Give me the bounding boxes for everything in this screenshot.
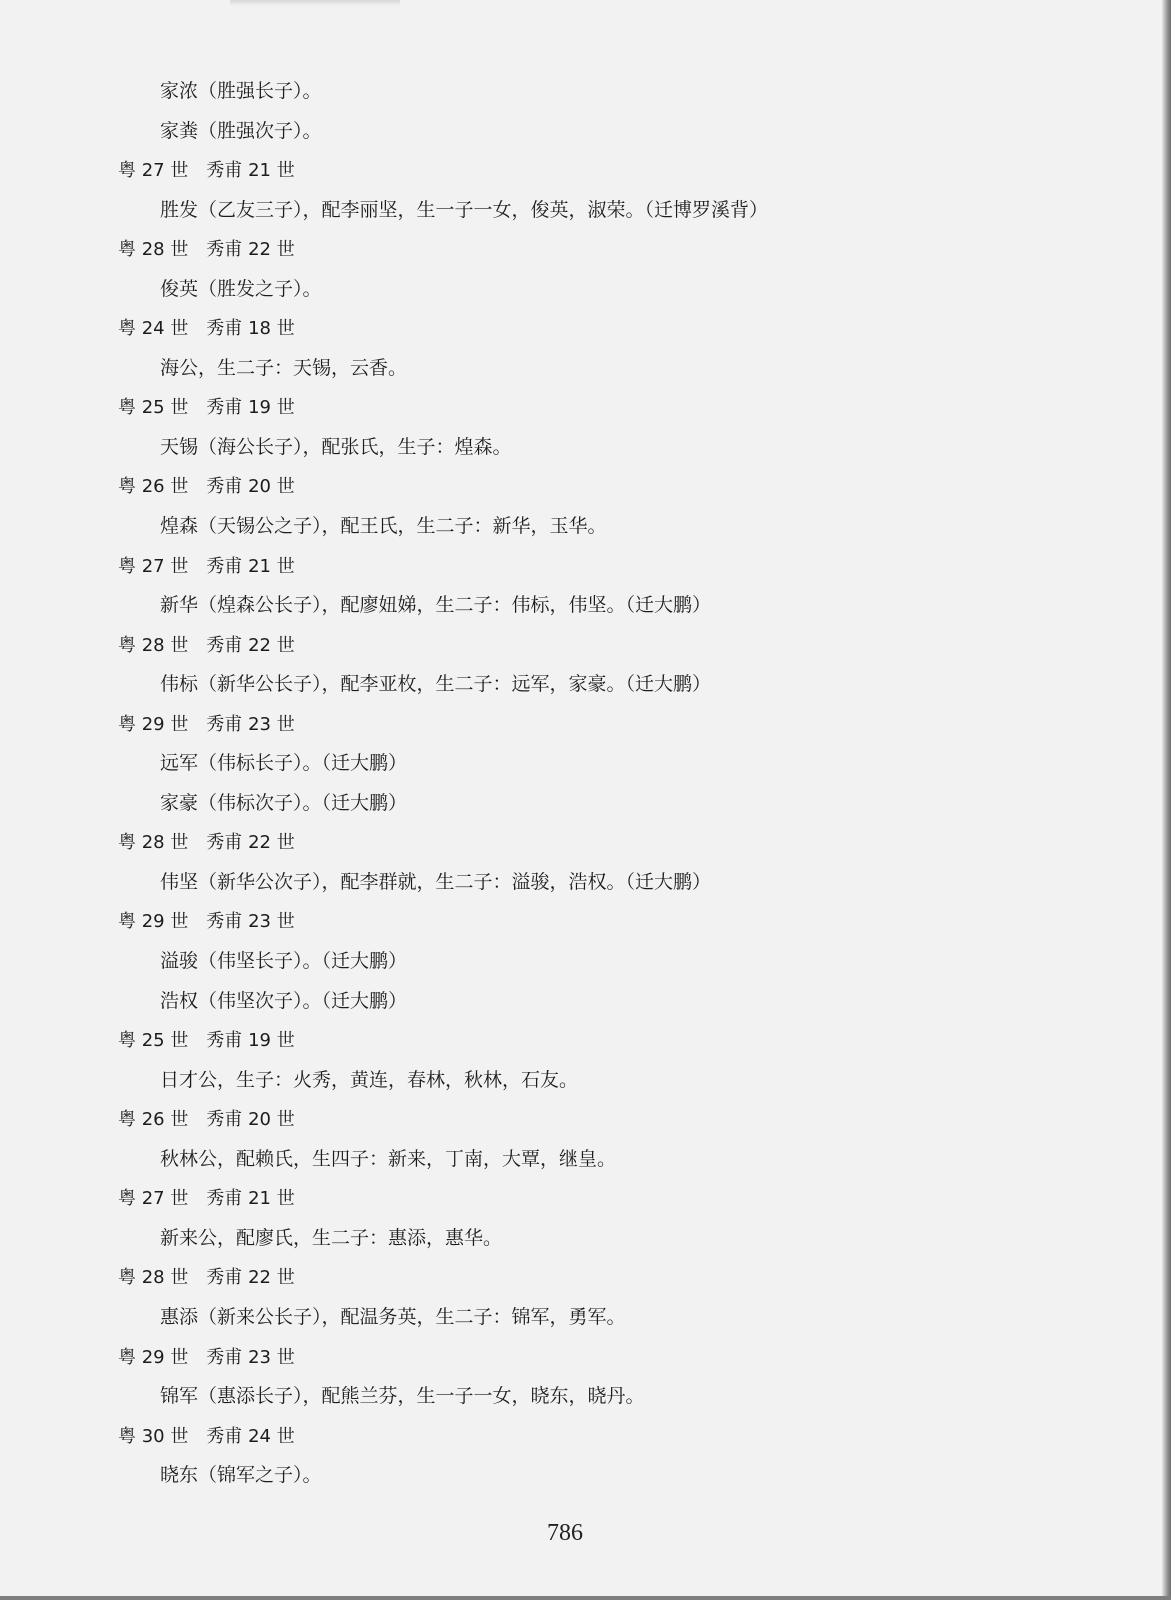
genealogy-entry: 新华（煌森公长子），配廖妞娣，生二子：伟标，伟坚。（迁大鹏） (160, 594, 712, 617)
scan-shadow-bottom (0, 1596, 1171, 1600)
generation-heading: 粤 29 世 秀甫 23 世 (118, 911, 295, 933)
genealogy-entries (0, 72, 1150, 1496)
genealogy-entry: 家粪（胜强次子）。 (160, 119, 322, 142)
page-number: 786 (547, 1520, 583, 1546)
generation-heading: 粤 25 世 秀甫 19 世 (118, 1030, 295, 1052)
genealogy-entry: 海公，生二子：天锡，云香。 (160, 356, 408, 379)
genealogy-entry: 远军（伟标长子）。（迁大鹏） (160, 752, 408, 775)
genealogy-entry: 胜发（乙友三子），配李丽坚，生一子一女，俊英，淑荣。（迁博罗溪背） (160, 198, 769, 221)
genealogy-entry: 俊英（胜发之子）。 (160, 277, 322, 300)
genealogy-entry: 新来公，配廖氏，生二子：惠添，惠华。 (160, 1226, 503, 1249)
generation-heading: 粤 29 世 秀甫 23 世 (118, 713, 295, 735)
genealogy-entry: 伟标（新华公长子），配李亚枚，生二子：远军，家豪。（迁大鹏） (160, 673, 712, 696)
generation-heading: 粤 26 世 秀甫 20 世 (118, 476, 295, 498)
generation-heading: 粤 30 世 秀甫 24 世 (118, 1425, 295, 1447)
genealogy-entry: 浩权（伟坚次子）。（迁大鹏） (160, 989, 408, 1012)
generation-heading: 粤 28 世 秀甫 22 世 (118, 832, 295, 854)
genealogy-entry: 煌森（天锡公之子），配王氏，生二子：新华，玉华。 (160, 515, 607, 538)
generation-heading: 粤 28 世 秀甫 22 世 (118, 634, 295, 656)
generation-heading: 粤 28 世 秀甫 22 世 (118, 1267, 295, 1289)
genealogy-entry: 伟坚（新华公次子），配李群就，生二子：溢骏，浩权。（迁大鹏） (160, 870, 712, 893)
generation-heading: 粤 27 世 秀甫 21 世 (118, 1188, 295, 1210)
generation-heading: 粤 27 世 秀甫 21 世 (118, 160, 295, 182)
genealogy-entry: 锦军（惠添长子），配熊兰芬，生一子一女，晓东，晓丹。 (160, 1385, 645, 1408)
genealogy-entry: 家浓（胜强长子）。 (160, 80, 322, 102)
generation-heading: 粤 29 世 秀甫 23 世 (118, 1346, 295, 1368)
genealogy-entry: 日才公，生子：火秀，黄连，春林，秋林，石友。 (160, 1068, 579, 1091)
genealogy-entry: 天锡（海公长子），配张氏，生子：煌森。 (160, 435, 512, 458)
generation-heading: 粤 24 世 秀甫 18 世 (118, 318, 295, 340)
generation-heading: 粤 26 世 秀甫 20 世 (118, 1109, 295, 1131)
genealogy-entry: 惠添（新来公长子），配温务英，生二子：锦军，勇军。 (160, 1305, 626, 1328)
genealogy-entry: 晓东（锦军之子）。 (160, 1464, 322, 1487)
genealogy-entry: 家豪（伟标次子）。（迁大鹏） (160, 791, 408, 814)
genealogy-entry: 秋林公，配赖氏，生四子：新来，丁南，大覃，继皇。 (160, 1147, 617, 1170)
generation-heading: 粤 28 世 秀甫 22 世 (118, 239, 295, 261)
scan-shadow-top (230, 0, 400, 6)
generation-heading: 粤 27 世 秀甫 21 世 (118, 555, 295, 577)
scan-shadow-right (1162, 0, 1171, 1600)
genealogy-entry: 溢骏（伟坚长子）。（迁大鹏） (160, 950, 408, 973)
generation-heading: 粤 25 世 秀甫 19 世 (118, 397, 295, 419)
